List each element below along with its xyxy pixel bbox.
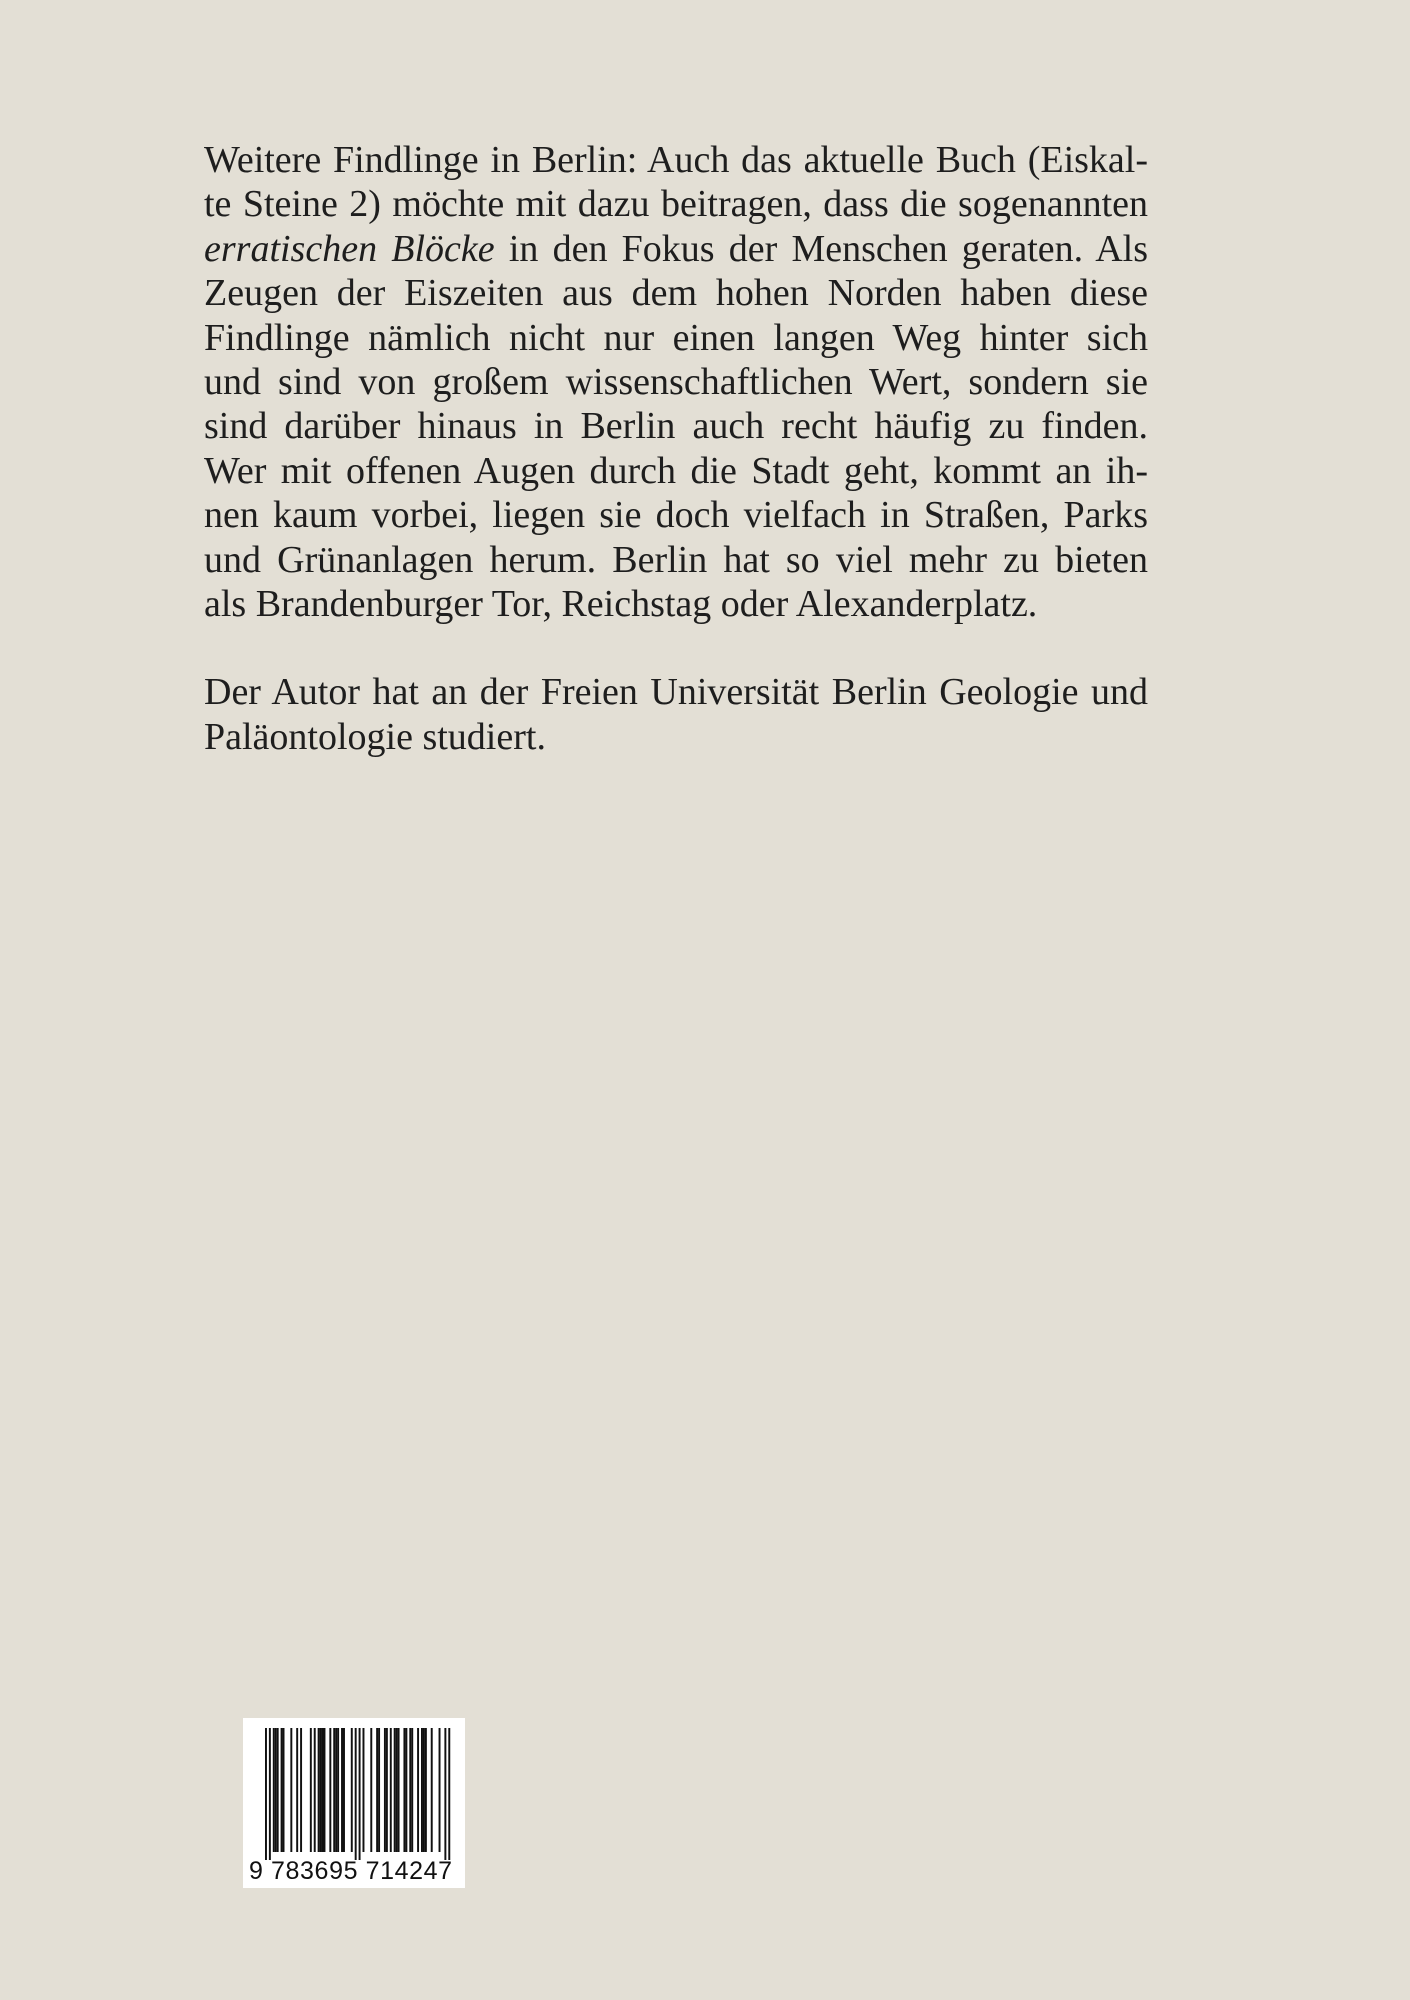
text-line: [204, 715, 1148, 759]
barcode-bar: [378, 1728, 380, 1852]
barcode-bar: [322, 1728, 324, 1852]
barcode-bar: [329, 1728, 331, 1852]
barcode-bar: [343, 1728, 345, 1852]
barcode-bar: [351, 1728, 353, 1852]
text-segment: Findlinge nämlich nicht nur einen langen Weg hinter sich: [204, 316, 1148, 359]
text-line: [204, 670, 1148, 714]
barcode-bar: [421, 1728, 423, 1852]
barcode-bar: [290, 1728, 292, 1852]
barcode-bar: [318, 1728, 320, 1852]
barcode-bar: [444, 1728, 446, 1860]
barcode-bar: [423, 1728, 425, 1852]
barcode-digits: 9 783695 714247: [249, 1857, 453, 1885]
text-line: [204, 449, 1148, 493]
blurb-paragraph: [204, 138, 1148, 626]
barcode-bar: [403, 1728, 405, 1852]
barcode-bar: [376, 1728, 378, 1852]
barcode-bar: [390, 1728, 392, 1852]
barcode-bar: [386, 1728, 388, 1852]
text-line: [204, 493, 1148, 537]
text-line: [204, 227, 1148, 271]
barcode-bar: [411, 1728, 413, 1852]
text-line: [204, 316, 1148, 360]
blurb-text: [204, 138, 1148, 759]
text-segment: und Grünanlagen herum. Berlin hat so viel mehr zu bieten: [204, 538, 1148, 581]
text-segment: und sind von großem wissenschaftlichen Wert, sondern sie: [204, 361, 1148, 404]
text-segment: te Steine 2) möchte mit dazu beitragen, dass die sogenannten: [204, 183, 1148, 226]
text-segment: Paläontologie studiert.: [204, 715, 546, 758]
text-line: [204, 360, 1148, 404]
text-line: [204, 538, 1148, 582]
barcode-bar: [265, 1728, 267, 1860]
text-segment: in den Fokus der Menschen geraten. Als: [494, 227, 1148, 270]
barcode-bar: [324, 1728, 326, 1852]
barcode-bar: [296, 1728, 298, 1852]
barcode-bar: [409, 1728, 411, 1852]
barcode-bar: [281, 1728, 283, 1852]
barcode-bar: [333, 1728, 335, 1852]
barcode-bar: [425, 1728, 427, 1852]
author-paragraph: [204, 670, 1148, 759]
barcode-bar: [283, 1728, 285, 1852]
barcode-bar: [398, 1728, 400, 1852]
barcode-bar: [335, 1728, 337, 1852]
barcode-bar: [277, 1728, 279, 1852]
text-line: [204, 271, 1148, 315]
text-segment: Zeugen der Eiszeiten aus dem hohen Norden haben diese: [204, 272, 1148, 315]
barcode-bar: [320, 1728, 322, 1852]
text-line: [204, 138, 1148, 182]
text-segment: sind darüber hinaus in Berlin auch recht häufig zu finden.: [204, 405, 1148, 448]
barcode-bar: [310, 1728, 312, 1852]
text-line: [204, 582, 1148, 626]
italic-term: erratischen Blöcke: [204, 227, 495, 270]
barcode-bar: [337, 1728, 339, 1852]
barcode-bar: [431, 1728, 433, 1852]
barcode-bar: [363, 1728, 365, 1852]
barcode-bar: [405, 1728, 407, 1852]
text-segment: nen kaum vorbei, liegen sie doch vielfach in Straßen, Parks: [204, 494, 1148, 537]
barcode-bar: [355, 1728, 357, 1860]
barcode-bar: [370, 1728, 372, 1852]
barcode-bar: [275, 1728, 277, 1852]
text-line: [204, 404, 1148, 448]
barcode-bar: [359, 1728, 361, 1860]
barcode-bar: [396, 1728, 398, 1852]
text-segment: als Brandenburger Tor, Reichstag oder Alexanderplatz.: [204, 583, 1038, 626]
barcode-bar: [273, 1728, 275, 1852]
barcode-bar: [269, 1728, 271, 1860]
barcode-bar: [394, 1728, 396, 1852]
barcode-bar: [384, 1728, 386, 1852]
text-segment: Der Autor hat an der Freien Universität Berlin Geologie und: [204, 671, 1148, 714]
barcode-bar: [439, 1728, 441, 1852]
text-segment: Wer mit offenen Augen durch die Stadt geht, kommt an ih-: [204, 449, 1148, 492]
barcode-bar: [448, 1728, 450, 1860]
isbn-barcode: [243, 1718, 465, 1888]
barcode-bar: [417, 1728, 419, 1852]
barcode-bar: [314, 1728, 316, 1852]
text-line: [204, 182, 1148, 226]
barcode-bar: [341, 1728, 343, 1852]
barcode-bar: [300, 1728, 302, 1852]
text-segment: Weitere Findlinge in Berlin: Auch das aktuelle Buch (Eiskal-: [204, 139, 1148, 181]
